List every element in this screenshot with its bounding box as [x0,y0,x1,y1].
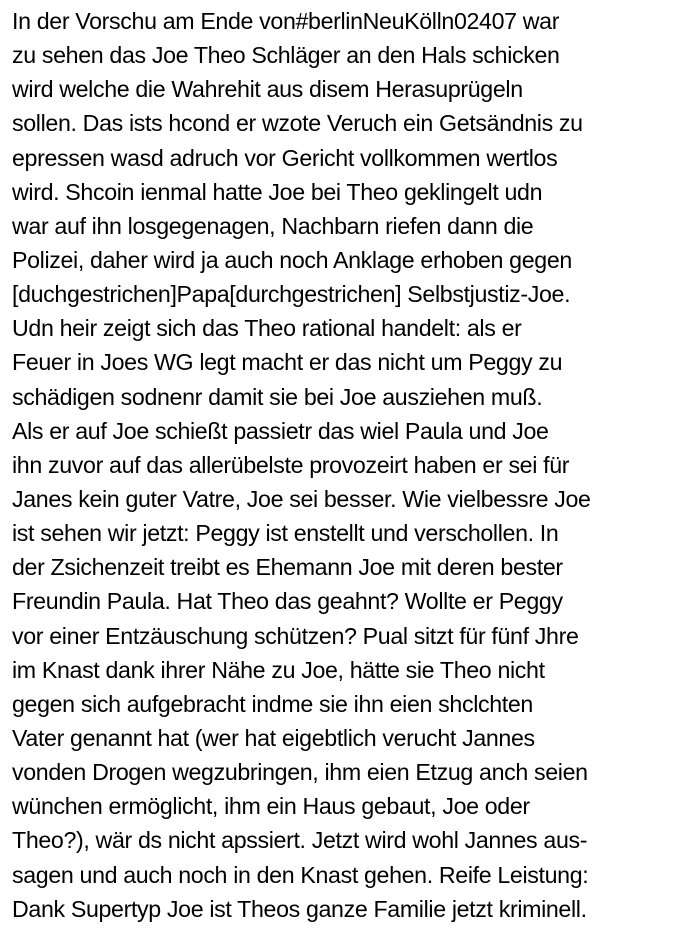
text-line-16: ist sehen wir jetzt: Peggy ist enstellt und verschollen. In [12,520,559,547]
text-line-20: im Knast dank ihrer Nähe zu Joe, hätte sie Theo nicht [12,656,545,683]
text-line-26: sagen und auch noch in den Knast gehen. Reife Leistung: [12,861,589,888]
text-line-6: wird. Shcoin ienmal hatte Joe bei Theo geklingelt udn [12,178,543,205]
text-line-4: sollen. Das ists hcond er wzote Veruch ein Getsändnis zu [12,110,583,137]
text-line-14: ihn zuvor auf das allerübelste provozeirt haben er sei für [12,451,570,478]
text-line-2: zu sehen das Joe Theo Schläger an den Hals schicken [12,42,560,69]
text-line-23: vonden Drogen wegzubringen, ihm eien Etzug anch seien [12,759,588,786]
text-line-21: gegen sich aufgebracht indme sie ihn eien shclchten [12,690,533,717]
text-line-12: schädigen sodnenr damit sie bei Joe ausziehen muß. [12,383,543,410]
text-line-10: Udn heir zeigt sich das Theo rational handelt: als er [12,315,522,342]
comment-text-block [12,4,684,926]
text-line-3: wird welche die Wahrehit aus disem Herasuprügeln [12,76,523,103]
text-line-9: [duchgestrichen]Papa[durchgestrichen] Selbstjustiz-Joe. [12,281,571,308]
text-line-17: der Zsichenzeit treibt es Ehemann Joe mit deren bester [12,554,563,581]
text-line-1: In der Vorschu am Ende von#berlinNeuKölln02407 war [12,8,560,34]
text-line-11: Feuer in Joes WG legt macht er das nicht um Peggy zu [12,349,563,376]
text-line-15: Janes kein guter Vatre, Joe sei besser. Wie vielbessre Joe [12,485,591,512]
text-line-7: war auf ihn losgegenagen, Nachbarn riefen dann die [12,212,534,239]
text-line-25: Theo?), wär ds nicht apssiert. Jetzt wird wohl Jannes aus- [12,827,588,854]
text-line-13: Als er auf Joe schießt passietr das wiel Paula und Joe [12,417,549,444]
text-line-18: Freundin Paula. Hat Theo das geahnt? Wollte er Peggy [12,588,563,615]
text-line-27: Dank Supertyp Joe ist Theos ganze Familie jetzt kriminell. [12,895,587,922]
text-line-24: wünchen ermöglicht, ihm ein Haus gebaut, Joe oder [12,793,530,820]
text-line-19: vor einer Entzäuschung schützen? Pual sitzt für fünf Jhre [12,622,579,649]
text-line-8: Polizei, daher wird ja auch noch Anklage erhoben gegen [12,246,572,273]
text-line-5: epressen wasd adruch vor Gericht vollkommen wertlos [12,144,558,171]
text-line-22: Vater genannt hat (wer hat eigebtlich verucht Jannes [12,724,535,751]
